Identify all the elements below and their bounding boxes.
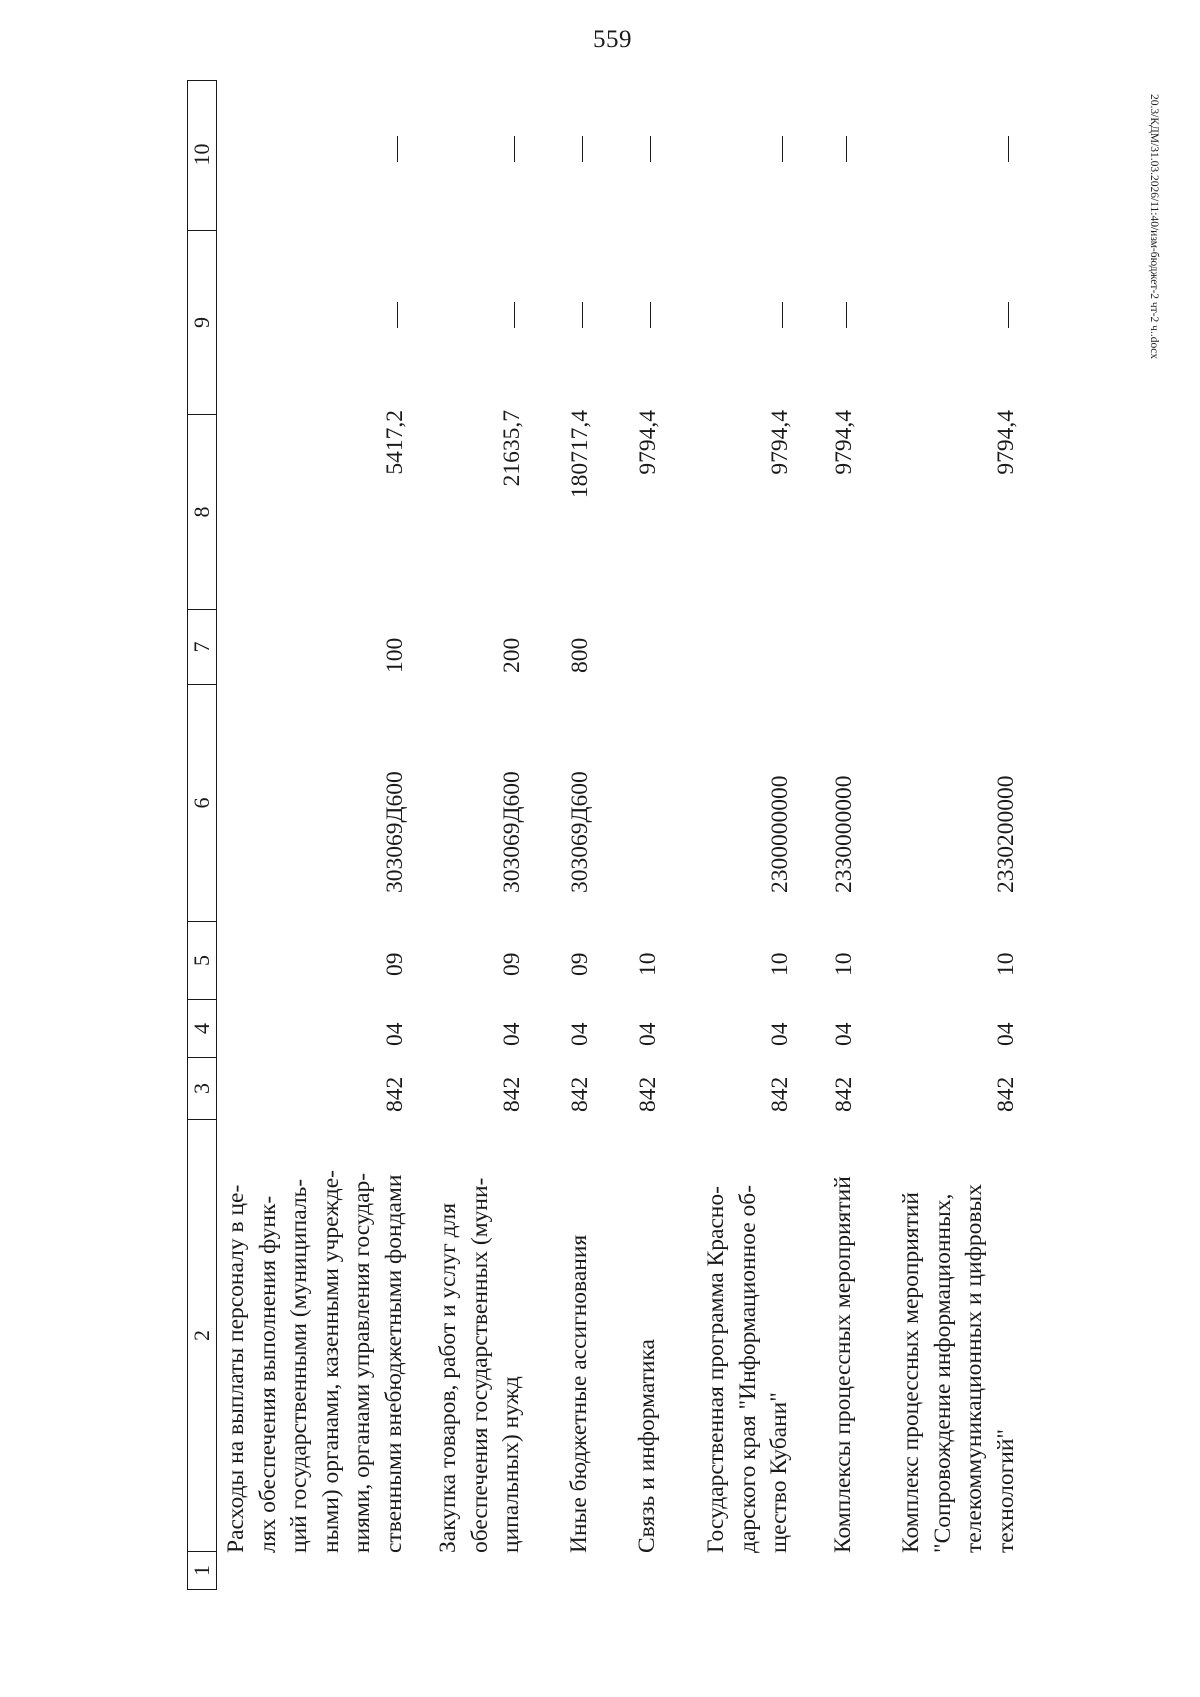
row-description-line: Иные бюджетные ассигнования	[566, 1234, 592, 1553]
cell-amount: 9794,4	[993, 410, 1019, 475]
cell-col10-dash	[1008, 136, 1009, 162]
header-col-6: 6	[188, 685, 216, 922]
cell-amount: 9794,4	[767, 410, 793, 475]
cell-subsection: 10	[831, 952, 857, 976]
row-description-line: ственными внебюджетными фондами	[380, 1174, 407, 1553]
cell-col9-dash	[650, 302, 651, 328]
row-description	[564, 1143, 596, 1553]
header-col-7: 7	[188, 610, 216, 685]
table-header-row	[187, 80, 217, 1590]
row-description-line: лях обеспечения выполнения функ-	[254, 1195, 281, 1553]
table-row	[896, 80, 1026, 1590]
cell-ministry-code: 842	[635, 1076, 661, 1112]
row-description-line: ными) органами, казенными учрежде-	[317, 1170, 344, 1553]
cell-col10-dash	[582, 136, 583, 162]
cell-expense-type: 100	[382, 637, 408, 673]
row-description-line: Комплекс процессных мероприятий	[898, 1191, 924, 1553]
row-description-line: ций государственными (муниципаль-	[286, 1178, 312, 1553]
cell-target-article: 2330200000	[993, 775, 1019, 893]
cell-amount: 5417,2	[382, 410, 408, 475]
cell-expense-type: 800	[567, 637, 593, 673]
cell-target-article: 303069Д600	[382, 771, 408, 893]
cell-amount: 9794,4	[831, 410, 857, 475]
cell-expense-type: 200	[499, 637, 525, 673]
cell-col10-dash	[782, 136, 783, 162]
row-description-line: ципальных) нужд	[498, 1376, 524, 1553]
table-row	[433, 80, 533, 1590]
header-col-3: 3	[188, 1058, 216, 1120]
cell-ministry-code: 842	[499, 1076, 525, 1112]
cell-section: 04	[993, 1022, 1019, 1046]
table-row	[701, 80, 801, 1590]
row-description	[828, 1143, 860, 1553]
row-description-line: Связь и информатика	[634, 1339, 660, 1553]
row-description-line: технологий"	[992, 1428, 1019, 1553]
header-col-8: 8	[188, 415, 216, 610]
cell-col9-dash	[397, 302, 398, 328]
cell-col9-dash	[514, 302, 515, 328]
cell-target-article: 303069Д600	[499, 771, 525, 893]
budget-table	[187, 80, 1187, 1590]
cell-amount: 9794,4	[635, 410, 661, 475]
row-description	[701, 1143, 796, 1553]
footer-file-path: 20.3/КДМ/31.03.2026/11:40/изм-бюджет-2 чт-2 ч..docx	[1148, 94, 1160, 360]
row-description-line: дарского края "Информационное об-	[734, 1184, 761, 1553]
cell-subsection: 09	[567, 952, 593, 976]
row-description-line: Комплексы процессных мероприятий	[830, 1176, 856, 1553]
header-col-1: 1	[189, 1565, 214, 1576]
cell-amount: 180717,4	[567, 410, 593, 499]
cell-amount: 21635,7	[499, 410, 525, 487]
cell-ministry-code: 842	[831, 1076, 857, 1112]
row-description-line: "Сопровождение информационных,	[929, 1193, 956, 1553]
row-description-line: ниями, органами управления государ-	[349, 1172, 375, 1553]
cell-target-article: 2300000000	[767, 775, 793, 893]
table-row	[632, 80, 672, 1590]
cell-section: 04	[635, 1022, 661, 1046]
cell-ministry-code: 842	[382, 1076, 408, 1112]
table-row	[221, 80, 411, 1590]
cell-subsection: 09	[499, 952, 525, 976]
table-row	[828, 80, 868, 1590]
cell-ministry-code: 842	[993, 1076, 1019, 1112]
page-number: 559	[593, 26, 632, 53]
row-description-line: телекоммуникационных и цифровых	[961, 1184, 987, 1553]
cell-col9-dash	[1008, 302, 1009, 328]
row-description-line: щество Кубани"	[766, 1392, 792, 1553]
header-col-5: 5	[188, 922, 216, 1000]
cell-col9-dash	[782, 302, 783, 328]
cell-col10-dash	[650, 136, 651, 162]
cell-ministry-code: 842	[767, 1076, 793, 1112]
cell-col10-dash	[397, 136, 398, 162]
cell-col9-dash	[582, 302, 583, 328]
row-description	[896, 1143, 1022, 1553]
cell-section: 04	[831, 1022, 857, 1046]
cell-subsection: 10	[635, 952, 661, 976]
cell-subsection: 10	[767, 952, 793, 976]
cell-col9-dash	[846, 302, 847, 328]
cell-section: 04	[567, 1022, 593, 1046]
header-col-10: 10	[188, 79, 216, 231]
row-description-line: Расходы на выплаты персоналу в це-	[223, 1184, 249, 1553]
cell-col10-dash	[846, 136, 847, 162]
cell-target-article: 2330000000	[831, 775, 857, 893]
cell-section: 04	[499, 1022, 525, 1046]
row-description	[433, 1143, 528, 1553]
table-row	[564, 80, 604, 1590]
row-description-line: Государственная программа Красно-	[703, 1186, 729, 1553]
cell-subsection: 09	[382, 952, 408, 976]
cell-subsection: 10	[993, 952, 1019, 976]
cell-target-article: 303069Д600	[567, 771, 593, 893]
cell-section: 04	[767, 1022, 793, 1046]
header-col-4: 4	[188, 1000, 216, 1058]
header-col-9: 9	[188, 231, 216, 415]
cell-col10-dash	[514, 136, 515, 162]
row-description	[221, 1143, 410, 1553]
row-description-line: обеспечения государственных (муни-	[466, 1177, 493, 1553]
header-col-2: 2	[188, 1120, 216, 1552]
row-description-line: Закупка товаров, работ и услуг для	[435, 1202, 461, 1553]
row-description	[632, 1143, 664, 1553]
cell-section: 04	[382, 1022, 408, 1046]
cell-ministry-code: 842	[567, 1076, 593, 1112]
